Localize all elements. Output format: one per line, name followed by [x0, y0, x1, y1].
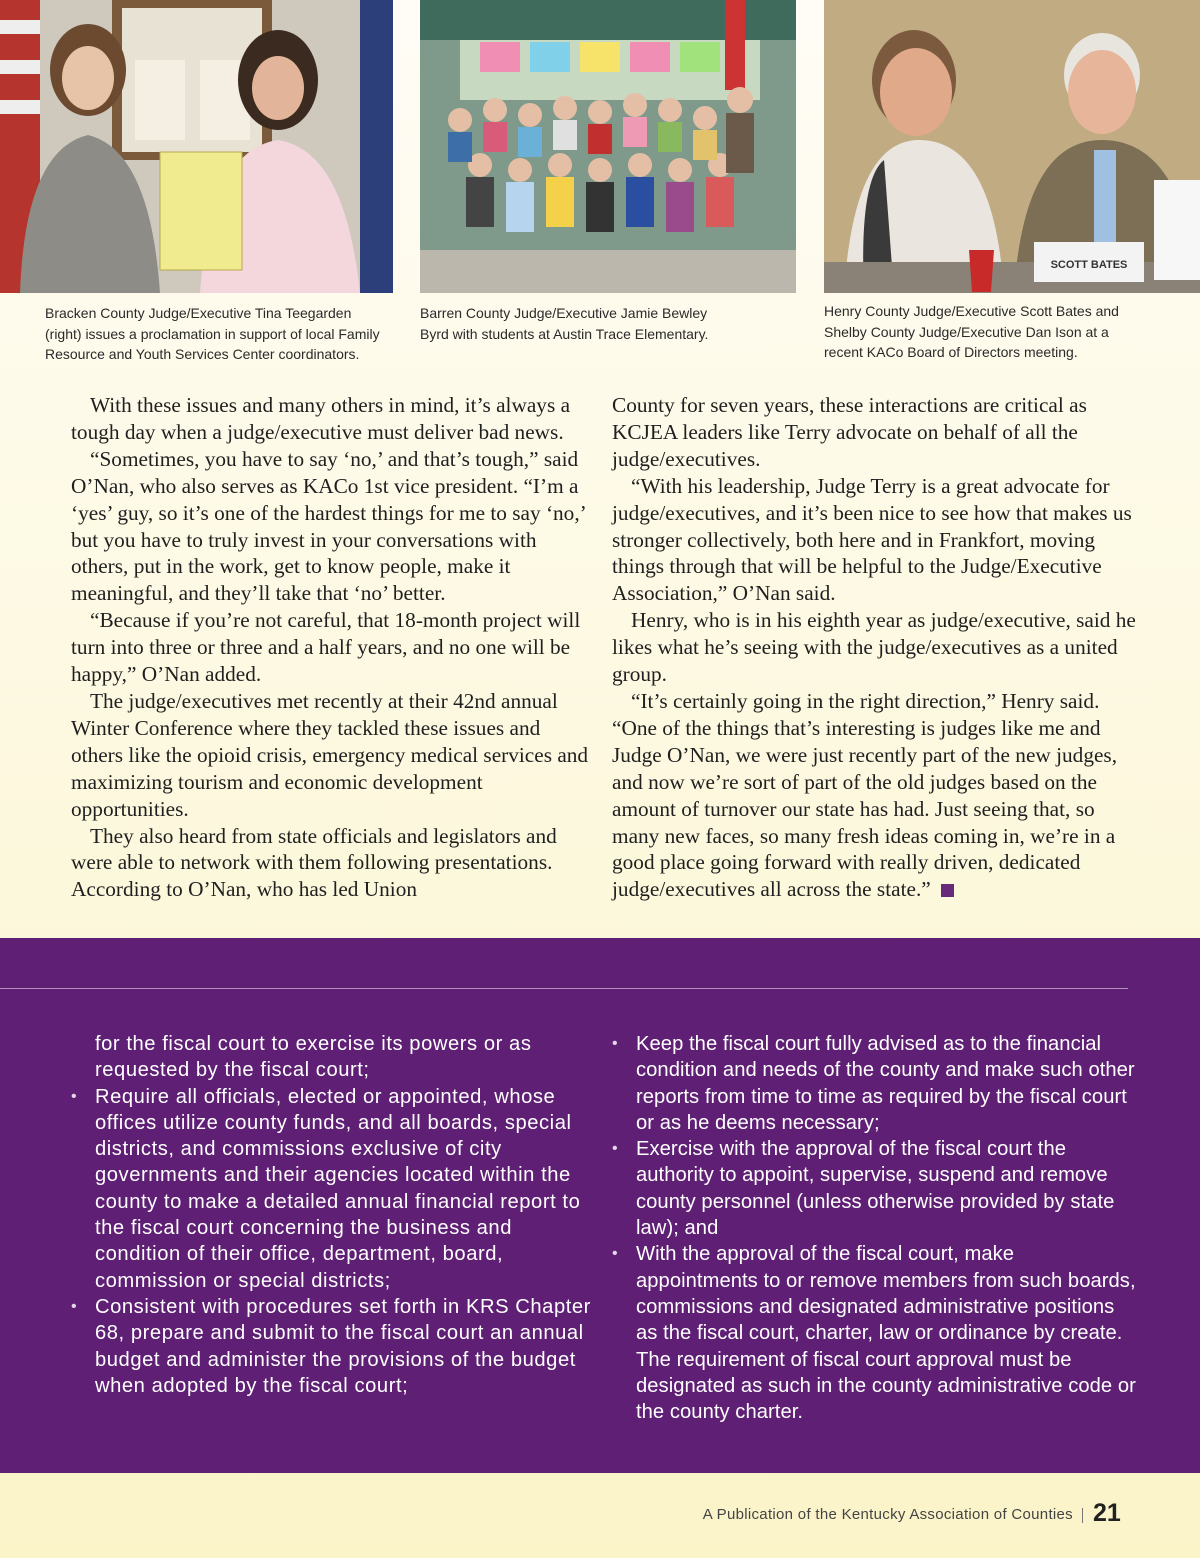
- duties-sidebar-panel: [0, 938, 1200, 1473]
- list-item: • Exercise with the approval of the fiscal court the authority to appoint, supervise, suspend and remove county personnel (unless otherwise provided by state law); and: [636, 1136, 1136, 1241]
- article-paragraph: “With his leadership, Judge Terry is a great advocate for judge/executives, and it’s been nice to see how that makes us stronger collectively, both here and in Frankfort, moving things through that will be helpful to the Judge/Executive Association,” O’Nan said.: [612, 473, 1132, 606]
- list-item: for the fiscal court to exercise its powers or as requested by the fiscal court;: [95, 1033, 532, 1082]
- caption-line: Byrd with students at Austin Trace Elementary.: [420, 325, 709, 342]
- caption-line: Shelby County Judge/Executive Dan Ison at a: [824, 323, 1109, 340]
- list-item: • Keep the fiscal court fully advised as to the financial condition and needs of the county and make such other reports from time to time as required by the fiscal court or as he deems necessary;: [636, 1031, 1136, 1136]
- footer-divider: [1082, 1508, 1083, 1523]
- article-paragraph: County for seven years, these interactions are critical as KCJEA leaders like Terry advocate on behalf of all the judge/executives.: [612, 393, 1087, 471]
- article-paragraph: “Because if you’re not careful, that 18-month project will turn into three or three and a half years, and no one will be happy,” O’Nan added.: [71, 608, 581, 687]
- photo-henry-shelby-meeting: [824, 0, 1200, 293]
- photo-caption-barren: [420, 303, 740, 344]
- article-paragraph-text: “It’s certainly going in the right direction,” Henry said. “One of the things that’s interesting is judges like me and Judge O’Nan, we were just recently part of the new judges, and now we’re sort of part of the old judges based on the amount of turnover our state has had. Just seeing that, so many new faces, so many fresh ideas coming in, we’re in a good place going forward with really driven, dedicated judge/executives all across the state.”: [612, 688, 1118, 902]
- list-item: • Require all officials, elected or appointed, whose offices utilize county funds, and all boards, special districts, and commissions exclusive of city governments and their agencies located within the county to make a detailed annual financial report to the fiscal court concerning the business and condition of their office, department, board, commission or special districts;: [95, 1084, 595, 1294]
- photo-caption-henry-shelby: [824, 301, 1154, 363]
- nameplate-text: SCOTT BATES: [1050, 259, 1128, 271]
- caption-line: Resource and Youth Services Center coordinators.: [45, 346, 360, 362]
- article-paragraph: They also heard from state officials and legislators and were able to network with them following presentations. According to O’Nan, who has led Union: [71, 823, 557, 902]
- article-paragraph: Henry, who is in his eighth year as judge/executive, said he likes what he’s seeing with the judge/executives as a united group.: [612, 608, 1136, 687]
- article-paragraph: “Sometimes, you have to say ‘no,’ and that’s tough,” said O’Nan, who also serves as KACo 1st vice president. “I’m a ‘yes’ guy, so it’s one of the hardest things for me to say ‘no,’ but you have to truly invest in your conversations with others, put in the work, get to know people, make it meaningful, and they’ll take that ‘no’ better.: [71, 446, 586, 606]
- caption-line: Henry County Judge/Executive Scott Bates and: [824, 303, 1119, 319]
- list-item: • Consistent with procedures set forth in KRS Chapter 68, prepare and submit to the fiscal court an annual budget and administer the provisions of the budget when adopted by the fiscal court;: [95, 1294, 595, 1399]
- photo-caption-bracken: [45, 303, 390, 365]
- caption-line: Bracken County Judge/Executive Tina Teegarden: [45, 305, 352, 321]
- caption-line: (right) issues a proclamation in support of local Family: [45, 325, 380, 342]
- article-column-right: [612, 392, 1137, 903]
- divider: [0, 988, 1128, 989]
- photo-barren-students: [420, 0, 796, 293]
- list-item: • With the approval of the fiscal court, make appointments to or remove members from such boards, commissions and designated administrative positions as the fiscal court, charter, law or ordinance by create. The requirement of fiscal court approval must be designated as such in the county administrative code or the county charter.: [636, 1241, 1136, 1425]
- article-paragraph: With these issues and many others in mind, it’s always a tough day when a judge/executive must deliver bad news.: [71, 393, 571, 444]
- page-number: 21: [1093, 1499, 1121, 1527]
- end-of-article-square-icon: [941, 884, 954, 897]
- caption-line: Barren County Judge/Executive Jamie Bewley: [420, 305, 708, 321]
- caption-line: recent KACo Board of Directors meeting.: [824, 344, 1078, 360]
- article-paragraph: The judge/executives met recently at their 42nd annual Winter Conference where they tackled these issues and others like the opioid crisis, emergency medical services and maximizing tourism and economic development opportunities.: [71, 688, 589, 821]
- article-column-left: [71, 392, 596, 903]
- photo-bracken-proclamation: [0, 0, 393, 293]
- footer-publication-name: A Publication of the Kentucky Association of Counties: [702, 1506, 1073, 1523]
- duties-list-right: [636, 1031, 1136, 1425]
- duties-list-left: [95, 1031, 595, 1399]
- article-paragraph-final: [612, 688, 1137, 903]
